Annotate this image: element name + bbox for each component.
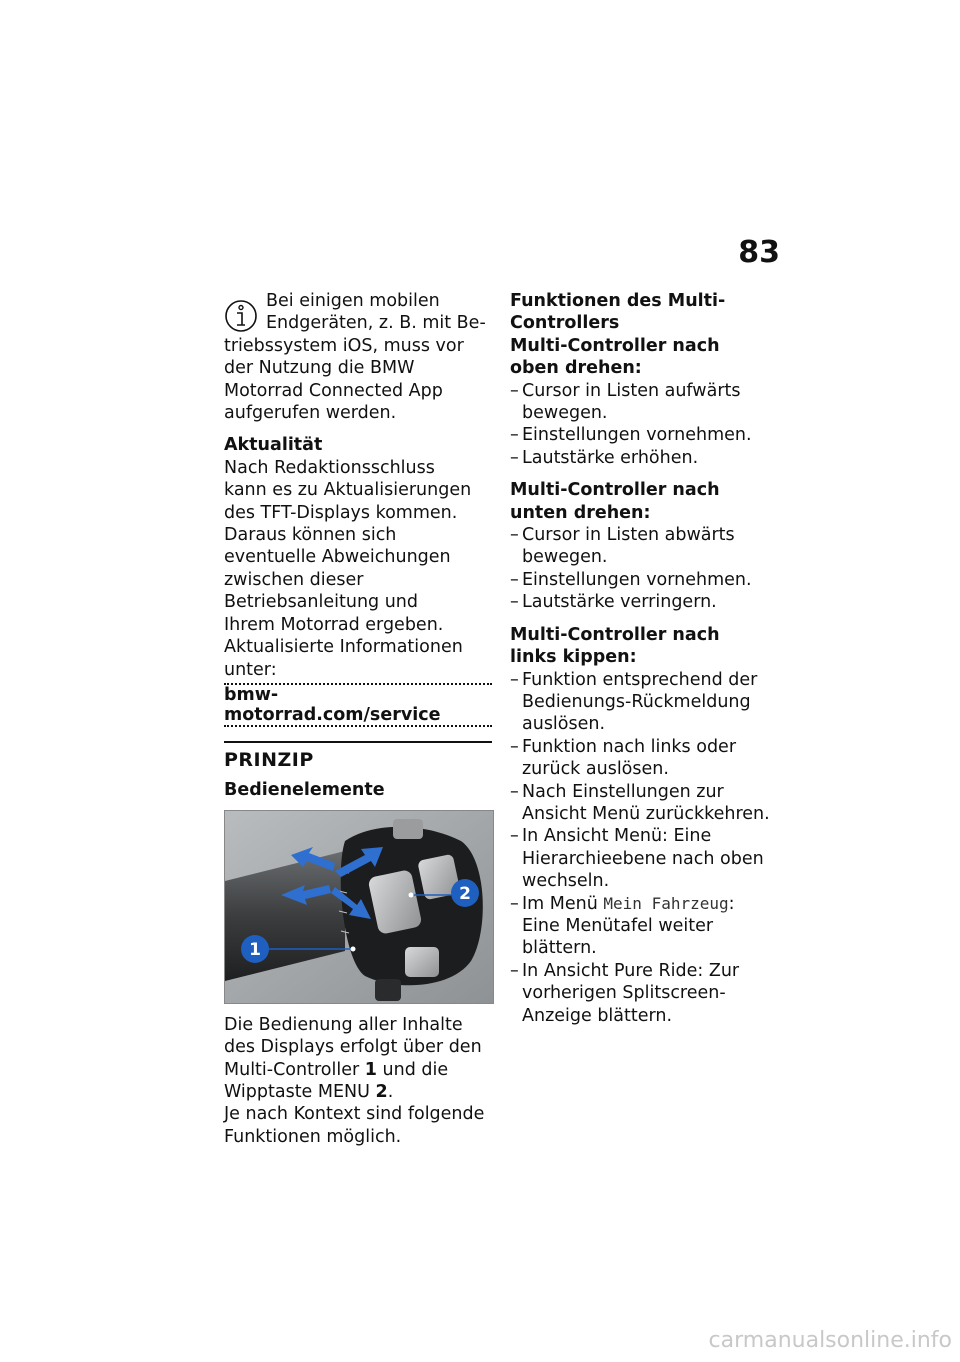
- list-item: – Cursor in Listen abwärts bewegen.: [510, 524, 772, 569]
- left-tilt-heading: Multi-Controller nach links kippen:: [510, 624, 720, 668]
- watermark: carmanualsonline.info: [708, 1328, 952, 1353]
- list-item: – In Ansicht Pure Ride: Zur vorherigen Splitscreen-Anzeige blättern.: [510, 960, 772, 1027]
- list-item: – In Ansicht Menü: Eine Hierarchieebene nach oben wechseln.: [510, 825, 772, 892]
- list-item: – Lautstärke erhöhen.: [510, 447, 772, 469]
- handlebar-controls-figure: [224, 810, 494, 1004]
- handlebar-illustration: [225, 811, 493, 1003]
- up-heading: Multi-Controller nach oben drehen:: [510, 335, 720, 379]
- list-item: – Einstellungen vornehmen.: [510, 569, 772, 591]
- down-heading: Multi-Controller nach unten drehen:: [510, 480, 720, 523]
- list-item: – Im Menü Mein Fahrzeug: Eine Menütafel weiter blättern.: [510, 893, 772, 960]
- list-item: – Funktion nach links oder zurück auslösen.: [510, 736, 772, 781]
- info-icon: [224, 298, 258, 334]
- right-column: [510, 290, 772, 1037]
- functions-heading: Funktionen des Multi-Controllers: [510, 291, 726, 334]
- service-link[interactable]: bmw-motorrad.com/service: [224, 683, 492, 727]
- figure-caption: Die Bedienung aller Inhalte des Displays erfolgt über den Multi-Controller 1 und die Wipptaste MENU 2.: [224, 1014, 482, 1102]
- section-title: PRINZIP: [224, 741, 492, 771]
- update-heading: Aktualität: [224, 435, 323, 456]
- list-item: – Nach Einstellungen zur Ansicht Menü zurückkehren.: [510, 781, 772, 826]
- list-item: – Funktion entsprechend der Bedienungs-Rückmeldung auslösen.: [510, 669, 772, 736]
- list-item: – Lautstärke verringern.: [510, 591, 772, 613]
- menu-code: Mein Fahrzeug: [603, 893, 729, 913]
- note-text: triebssystem iOS, muss vor der Nutzung die BMW Motorrad Connected App aufgerufen werden.: [224, 335, 464, 424]
- info-note: [224, 290, 492, 424]
- list-item: – Einstellungen vornehmen.: [510, 424, 772, 446]
- callout-1-label: 1: [249, 939, 261, 960]
- left-column: [224, 290, 492, 1148]
- list-item: – Cursor in Listen aufwärts bewegen.: [510, 380, 772, 425]
- update-text: Nach Redaktionsschluss kann es zu Aktualisierungen des TFT-Displays kommen. Daraus können sich eventuelle Abweichungen zwischen dieser Betriebsanleitung und Ihrem Motorrad ergeben. Aktualisierte Informationen unter:: [224, 457, 472, 680]
- left-tilt-list: [510, 669, 772, 1028]
- down-list: [510, 524, 772, 614]
- page-number: 83: [738, 235, 780, 270]
- figure-caption-line2: Je nach Kontext sind folgende Funktionen möglich.: [224, 1104, 485, 1147]
- note-line1: Bei einigen mobilen: [266, 291, 440, 311]
- up-list: [510, 380, 772, 470]
- note-line2: Endgeräten, z. B. mit Be-: [266, 313, 486, 334]
- controls-heading: Bedienelemente: [224, 780, 385, 801]
- callout-2-label: 2: [459, 883, 471, 904]
